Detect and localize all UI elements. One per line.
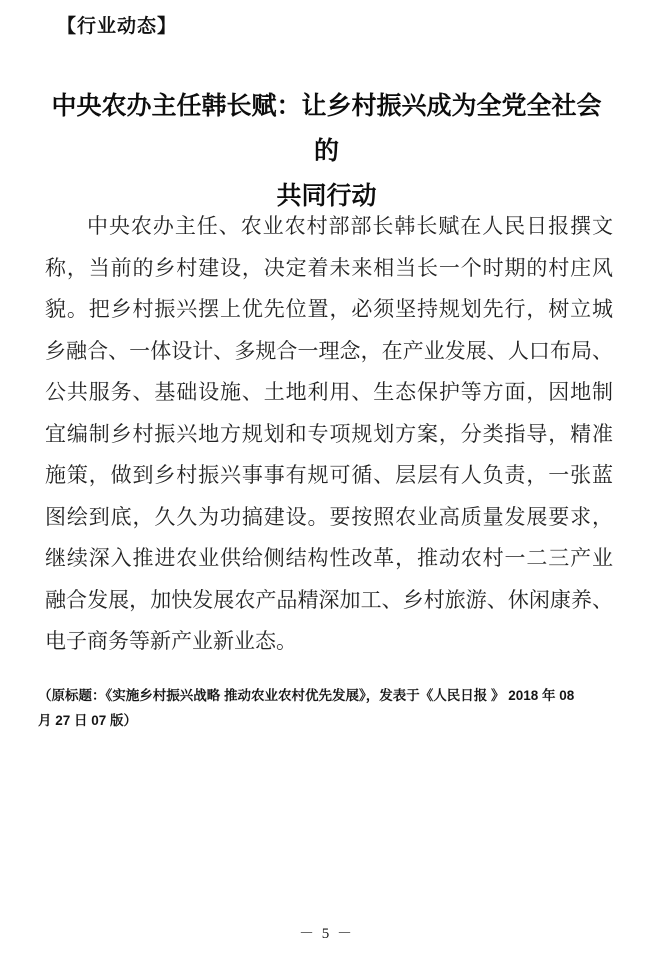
body-line: 融合发展，加快发展农产品精深加工、乡村旅游、休闲康养、: [45, 587, 613, 612]
body-line: 继续深入推进农业供给侧结构性改革，推动农村一二三产业: [45, 546, 613, 570]
section-tag: 【行业动态】: [57, 16, 178, 37]
body-line: 乡融合、一体设计、多规合一理念，在产业发展、人口布局、: [45, 338, 613, 363]
footnote: [38, 683, 618, 733]
body-line: 中央农办主任、农业农村部部长韩长赋在人民日报撰文: [87, 214, 613, 238]
body-line: 宜编制乡村振兴地方规划和专项规划方案，分类指导，精准: [45, 421, 613, 446]
article-title-line1: 中央农办主任韩长赋：让乡村振兴成为全党全社会的: [51, 93, 602, 165]
footnote-line2: 月 27 日 07 版）: [38, 713, 138, 728]
article-body: [45, 206, 613, 663]
body-line: 貌。把乡村振兴摆上优先位置，必须坚持规划先行，树立城: [45, 297, 613, 321]
body-line: 图绘到底，久久为功搞建设。要按照农业高质量发展要求，: [45, 504, 613, 529]
article-title-line2: 共同行动: [276, 183, 377, 210]
page-number: － 5 －: [298, 926, 354, 942]
body-line: 施策，做到乡村振兴事事有规可循、层层有人负责，一张蓝: [45, 463, 613, 487]
body-line: 公共服务、基础设施、土地利用、生态保护等方面，因地制: [45, 380, 613, 404]
footnote-line1: （原标题：《实施乡村振兴战略 推动农业农村优先发展》，发表于《人民日报 》 2018 年 08: [38, 688, 575, 703]
article-title: [40, 84, 613, 219]
body-line: 电子商务等新产业新业态。: [45, 629, 297, 653]
body-line: 称，当前的乡村建设，决定着未来相当长一个时期的村庄风: [45, 255, 613, 280]
